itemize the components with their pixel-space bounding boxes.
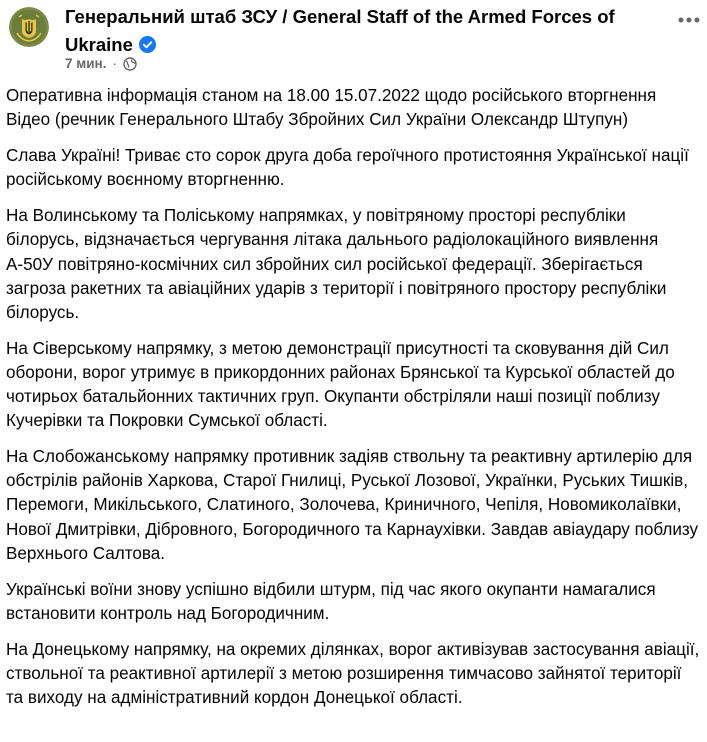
post-paragraph: Українські воїни знову успішно відбили штурм, під час якого окупанти намагалися встановити контроль над Богородичним. — [6, 579, 656, 623]
post-header — [0, 0, 707, 80]
verified-badge-icon — [139, 33, 156, 50]
post-timestamp[interactable]: 7 мин. — [65, 56, 107, 71]
post-body — [6, 84, 702, 722]
post-paragraph: На Донецькому напрямку, на окремих ділянках, ворог активізував застосування авіації, ствольної та реактивної артилерії з метою розширення тимчасово зайнятої території та виходу на адміністративний кордон Донецької області. — [6, 639, 700, 708]
post-paragraph: На Слобожанському напрямку противник задіяв ствольну та реактивну артилерію для обстрілів районів Харкова, Старої Гнилиці, Руської Лозової, Українки, Руських Тишків, Перемоги, Микільського, Слатиного, Золочева, Криничного, Чепіля, Новомиколаївки, Нової Дмитрівки, Дібровного, Богородичного та Карнаухівки. Завдав авіаудару поблизу Верхнього Салтова. — [6, 447, 699, 563]
page-name[interactable] — [65, 3, 625, 59]
video-caption: Відео (речник Генерального Штабу Збройних Сил України Олександр Штупун) — [6, 110, 629, 130]
page-name-text[interactable]: Генеральний штаб ЗСУ / General Staff of the Armed Forces of Ukraine — [65, 6, 615, 55]
post-paragraph: На Сіверському напрямку, з метою демонстрації присутності та сковування дій Сил оборони, ворог утримує в прикордонних районах Брянської та Курської областей до чотирьох батальйонних тактичних груп. Окупанти обстріляли наші позиції поблизу Кучерівки та Покровки Сумської області. — [6, 338, 675, 431]
report-title: Оперативна інформація станом на 18.00 15.07.2022 щодо російського вторгнення — [6, 86, 657, 105]
ukraine-trident-emblem-icon — [9, 7, 49, 47]
post-intro — [6, 84, 702, 132]
page-avatar[interactable] — [9, 7, 49, 47]
post-paragraph: Слава Україні! Триває сто сорок друга доба героїчного протистояння Української нації російському воєнному вторгненню. — [6, 146, 689, 190]
post-meta — [65, 54, 137, 74]
post-paragraph: На Волинському та Поліському напрямках, у повітряному просторі республіки білорусь, відзначається чергування літака дальнього радіолокаційного виявлення А-50У повітряно-космічних сил збройних сил російської федерації. Зберігається загроза ракетних та авіаційних ударів з території і повітряного простору республіки білорусь. — [6, 206, 667, 322]
more-options-button[interactable] — [677, 12, 701, 22]
more-horizontal-icon — [677, 15, 701, 25]
meta-separator: · — [112, 56, 117, 71]
globe-icon[interactable] — [123, 57, 137, 71]
